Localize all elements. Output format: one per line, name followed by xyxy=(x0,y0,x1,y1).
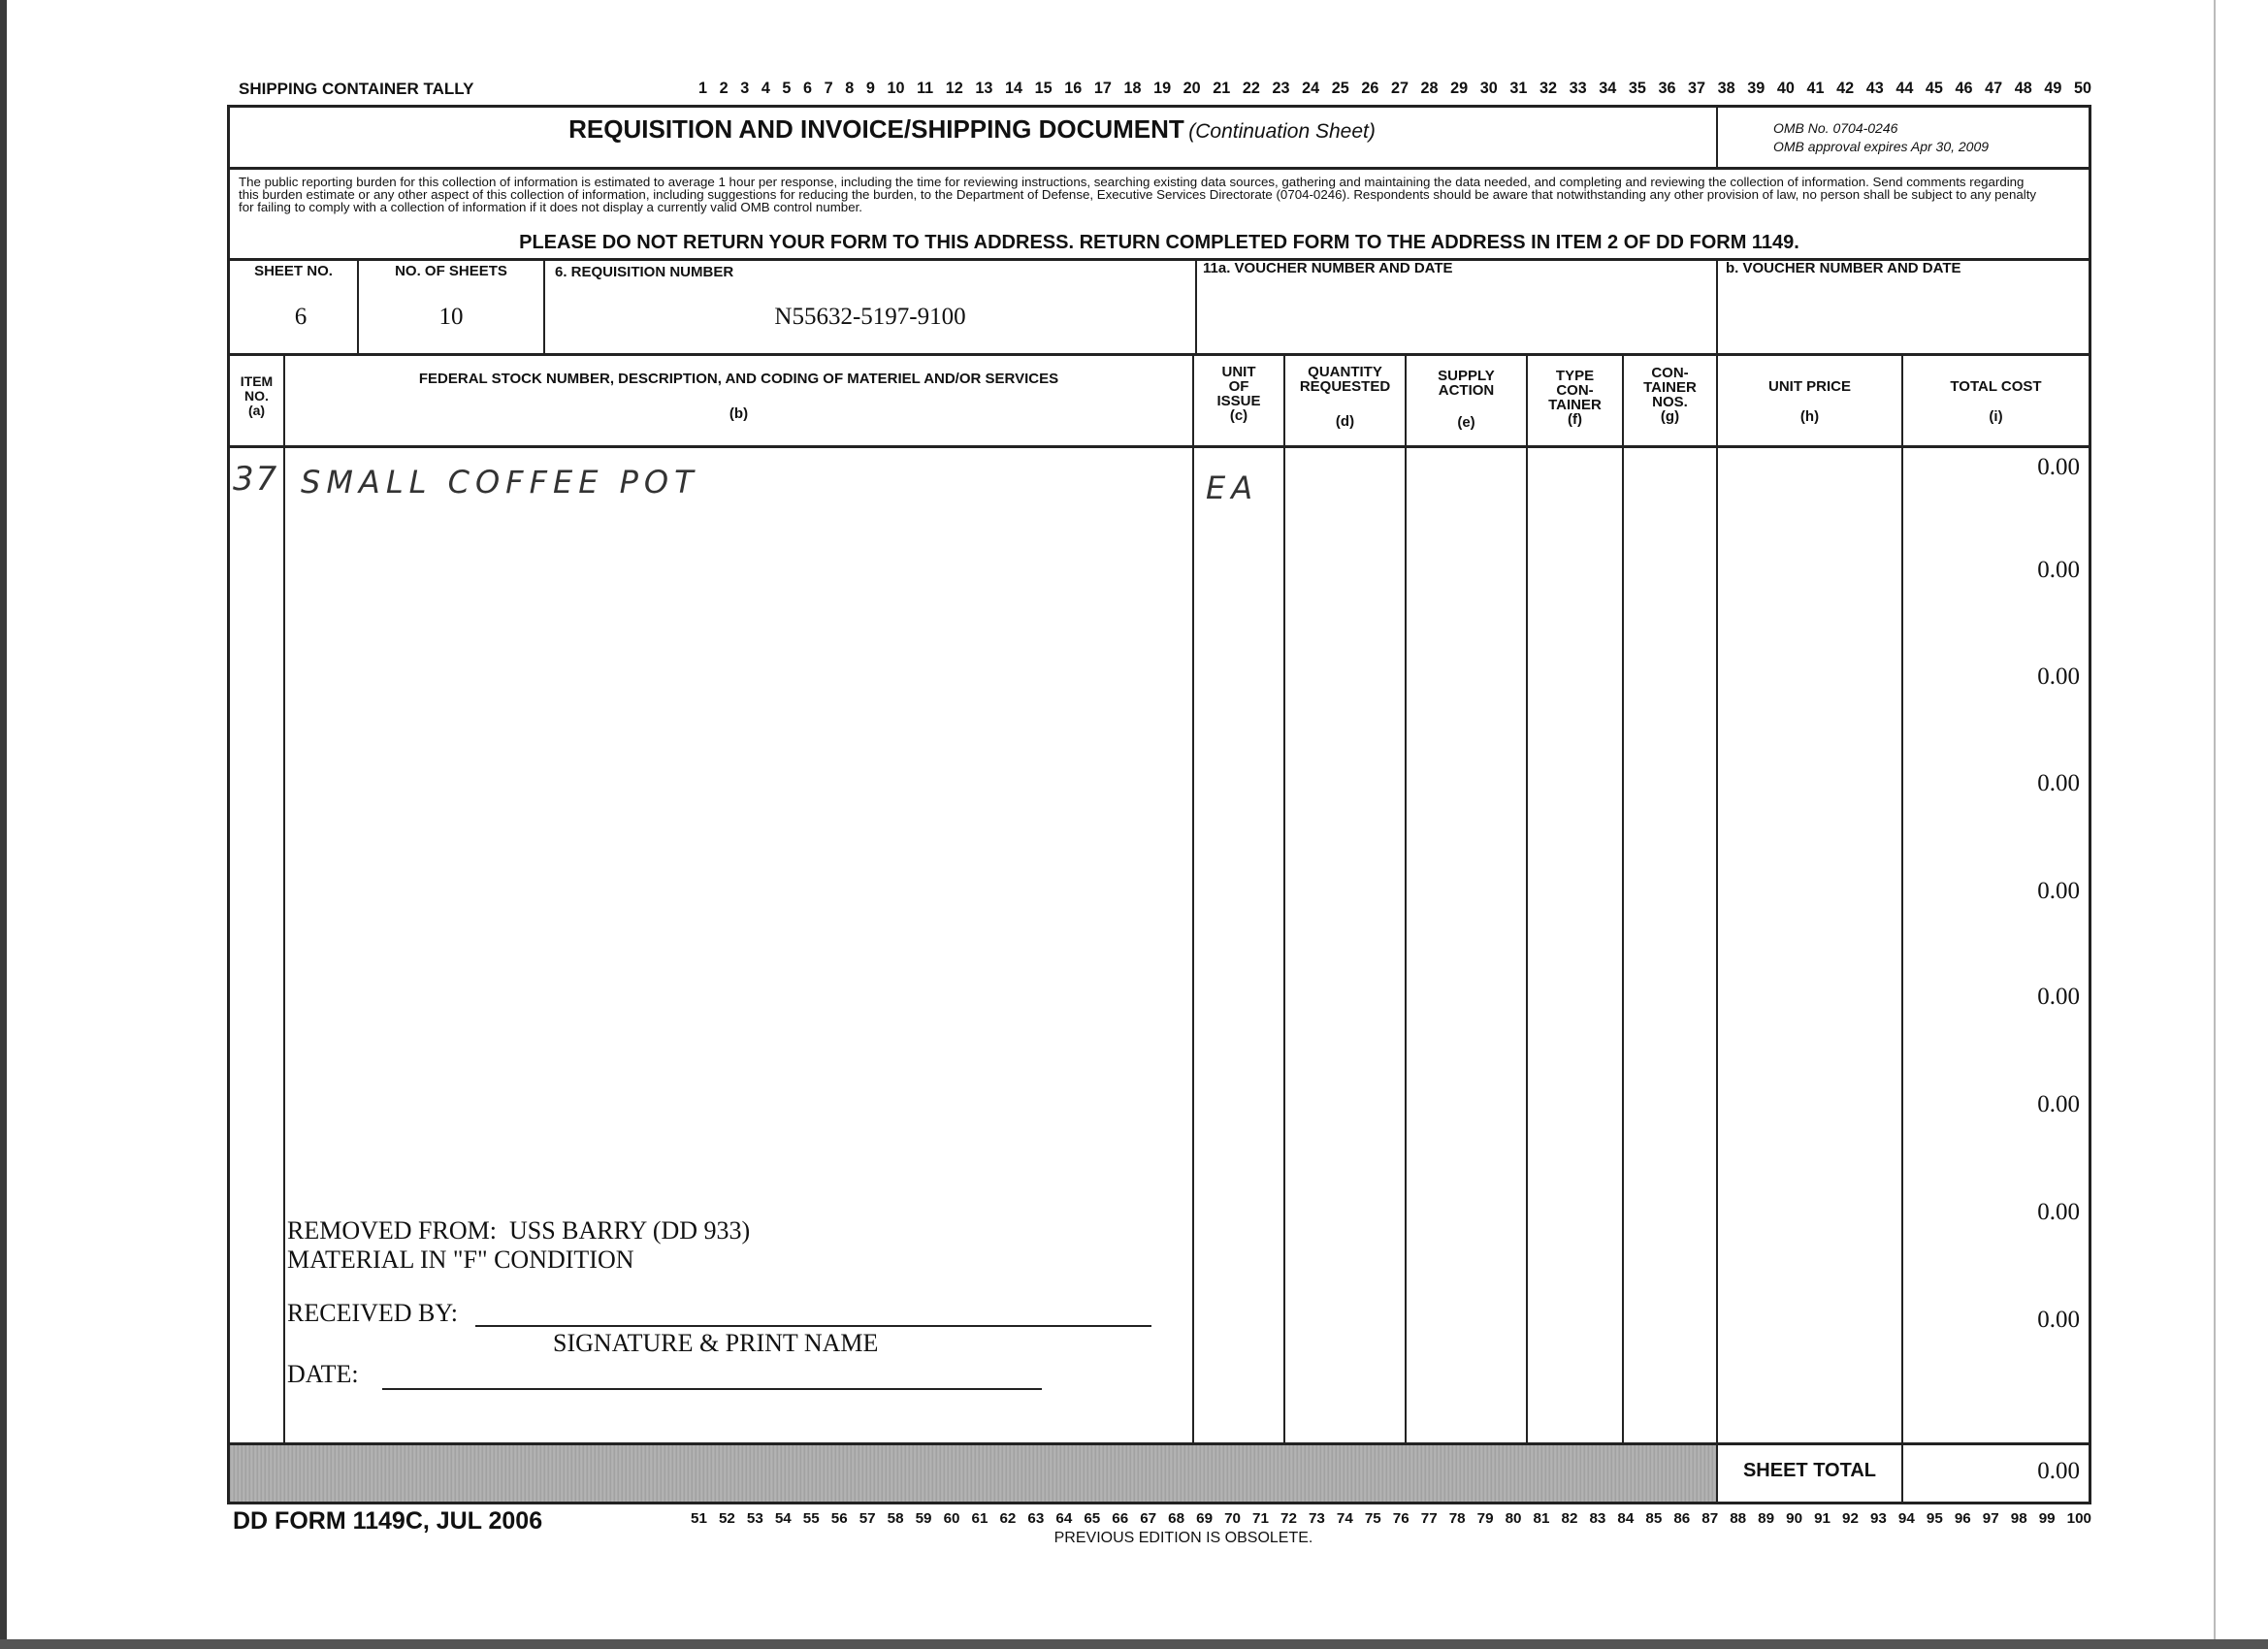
sheet-no-label: SHEET NO. xyxy=(254,263,333,279)
form-title-main: REQUISITION AND INVOICE/SHIPPING DOCUMENT xyxy=(568,114,1184,144)
col-container-nos-header: CON- TAINER NOS. (g) xyxy=(1643,365,1697,425)
signature-line[interactable] xyxy=(475,1325,1151,1327)
shaded-total-area xyxy=(230,1445,1716,1502)
total-cost-row-4: 0.00 xyxy=(2037,770,2080,796)
total-cost-row-9: 0.00 xyxy=(2037,1307,2080,1333)
form-identifier: DD FORM 1149C, JUL 2006 xyxy=(233,1507,543,1535)
item-number-handwritten[interactable]: 37 xyxy=(233,460,279,499)
scan-right-edge xyxy=(2214,0,2216,1639)
no-of-sheets-value[interactable]: 10 xyxy=(438,304,464,330)
voucher-a-label: 11a. VOUCHER NUMBER AND DATE xyxy=(1203,260,1453,276)
total-cost-row-2: 0.00 xyxy=(2037,557,2080,583)
scan-left-edge xyxy=(0,0,7,1649)
col-unit-price-header: UNIT PRICE (h) xyxy=(1767,378,1851,425)
col-unit-header: UNIT OF ISSUE (c) xyxy=(1216,364,1261,424)
col-supply-action-header: SUPPLY ACTION (e) xyxy=(1438,368,1495,431)
item-description-handwritten[interactable]: SMALL COFFEE POT xyxy=(301,464,699,501)
total-cost-row-3: 0.00 xyxy=(2037,663,2080,690)
burden-statement: The public reporting burden for this collection of information is estimated to average 1 hour per response, including the time for reviewing instructions, searching existing data sources, gathering and maintaining the data needed, and completing and reviewing the collection of information. Send comments regarding this burden estimate or any other aspect of this collection of information, including suggestions for reducing the burden, to the Department of Defense, Executive Services Directorate (0704-0246). Respondents should be aware that notwithstanding any other provision of law, no person shall be subject to any penalty for failing to comply with a collection of information if it does not display a currently valid OMB control number. xyxy=(239,175,2037,214)
form-title-sub: (Continuation Sheet) xyxy=(1188,120,1376,143)
tally-numbers-bottom: 51 52 53 54 55 56 57 58 59 60 61 62 63 64 65 66 67 68 69 70 71 72 73 74 75 76 77 78 79 80 81 82 83 84 85 86 87 88 89 90 91 92 93 94 95 96 97 98 99 100 xyxy=(691,1510,2091,1527)
requisition-number-label: 6. REQUISITION NUMBER xyxy=(555,264,734,280)
return-notice: PLEASE DO NOT RETURN YOUR FORM TO THIS ADDRESS. RETURN COMPLETED FORM TO THE ADDRESS IN ITEM 2 OF DD FORM 1149. xyxy=(519,232,1799,253)
col-description-header: FEDERAL STOCK NUMBER, DESCRIPTION, AND CODING OF MATERIEL AND/OR SERVICES (b) xyxy=(418,371,1059,422)
col-total-cost-header: TOTAL COST (i) xyxy=(1950,378,2042,425)
omb-expiration: OMB approval expires Apr 30, 2009 xyxy=(1773,139,1990,154)
omb-number: OMB No. 0704-0246 xyxy=(1773,120,1898,136)
requisition-number-value[interactable]: N55632-5197-9100 xyxy=(774,304,966,330)
total-cost-row-1: 0.00 xyxy=(2037,454,2080,480)
date-line[interactable] xyxy=(382,1388,1042,1390)
tally-label: SHIPPING CONTAINER TALLY xyxy=(239,80,474,98)
total-cost-row-7: 0.00 xyxy=(2037,1091,2080,1117)
sheet-no-value[interactable]: 6 xyxy=(294,304,308,330)
scan-bottom-edge xyxy=(0,1639,2268,1649)
date-label: DATE: xyxy=(287,1360,359,1388)
no-of-sheets-label: NO. OF SHEETS xyxy=(395,263,507,279)
removed-from-note: REMOVED FROM: USS BARRY (DD 933) xyxy=(287,1216,751,1245)
sheet-total-value: 0.00 xyxy=(2037,1458,2080,1484)
form-title xyxy=(230,114,1714,145)
voucher-b-label: b. VOUCHER NUMBER AND DATE xyxy=(1726,260,1961,276)
col-quantity-header: QUANTITY REQUESTED (d) xyxy=(1299,364,1391,430)
col-type-container-header: TYPE CON- TAINER (f) xyxy=(1548,368,1602,428)
total-cost-row-8: 0.00 xyxy=(2037,1199,2080,1225)
material-condition-note: MATERIAL IN "F" CONDITION xyxy=(287,1245,634,1274)
obsolete-notice: PREVIOUS EDITION IS OBSOLETE. xyxy=(1053,1530,1313,1546)
unit-of-issue-handwritten[interactable]: EA xyxy=(1206,469,1259,506)
received-by-label: RECEIVED BY: xyxy=(287,1299,458,1327)
total-cost-row-6: 0.00 xyxy=(2037,984,2080,1010)
sheet-total-label: SHEET TOTAL xyxy=(1742,1460,1877,1481)
tally-numbers-top: 1 2 3 4 5 6 7 8 9 10 11 12 13 14 15 16 17 18 19 20 21 22 23 24 25 26 27 28 29 30 31 32 33 34 35 36 37 38 39 40 41 42 43 44 45 46 47 48 49 50 xyxy=(698,80,2091,97)
total-cost-row-5: 0.00 xyxy=(2037,878,2080,904)
signature-caption: SIGNATURE & PRINT NAME xyxy=(553,1329,879,1357)
col-item-header: ITEM NO. (a) xyxy=(240,373,274,418)
